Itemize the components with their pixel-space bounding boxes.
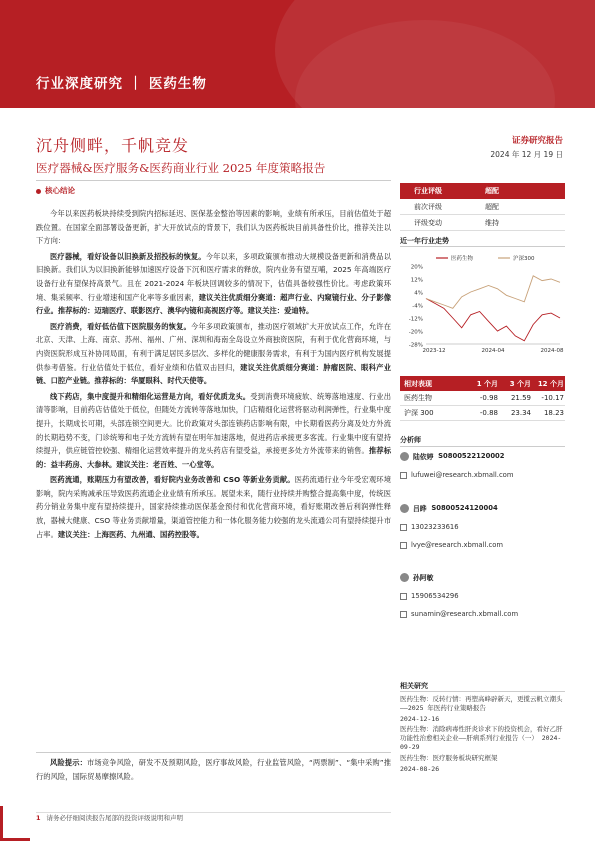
paragraph: [36, 390, 391, 472]
analyst-card: [400, 451, 565, 479]
y-tick-label: -12%: [408, 316, 423, 323]
paragraph-text: 今年以来，多项政策颁布推动大规模设备更新和消费品以旧换新。我们认为以旧换新能够加速医疗设备下沉和医疗需求的释放，院内业务有望互哺，2025 年高端医疗设备行业有望保持高景气。且在 2021-2024 年板块回调较多的情况下，估值具备较强性价比。考虑政策环境、集采频率、行业增速和国产化率等多重因素，: [36, 251, 392, 302]
analyst-phone: 15906534296: [411, 592, 459, 600]
rating-label: 前次评级: [414, 202, 442, 211]
rating-header-row: [400, 183, 565, 199]
returns-cell: 21.59: [510, 394, 531, 402]
phone-icon: [400, 593, 407, 600]
analyst-name-row: [400, 451, 565, 461]
legend-label: 沪深300: [513, 256, 535, 262]
analyst-cert: S0800522120002: [438, 452, 505, 460]
performance-chart-svg: [400, 252, 565, 357]
paragraph-text: 医药流通行业今年受宏观环境影响，院内采购减承压导致医药流通企业业绩有所承压。展望未来，随行业持续并购整合提高集中度，传统医药分销业务集中度有望持续提升，国家持续推动医保基金预付和优化营商环境，看好账期改善后利润弹性释放，器械大健康、CSO 等业务贡献增量，渠道管控能力和一体化服务能力较强的龙头流通公司有望持续提升市占率。: [36, 475, 391, 539]
analyst-card: [400, 572, 565, 618]
y-tick-label: 4%: [414, 290, 423, 297]
report-sub-title: 医疗器械&医疗服务&医药商业行业 2025 年度策略报告: [36, 161, 326, 175]
analyst-email-row: [400, 610, 565, 618]
rating-table: [400, 183, 565, 231]
analyst-email-row: [400, 541, 565, 549]
returns-cell: 医药生物: [404, 394, 432, 402]
email-icon: [400, 542, 407, 549]
risk-warning: [36, 756, 391, 783]
rating-label: 评级变动: [414, 218, 442, 227]
page-number: 1: [36, 814, 41, 822]
rating-header-value: 超配: [485, 187, 499, 195]
email-icon: [400, 611, 407, 618]
analyst-name: 吕晔: [413, 505, 427, 513]
report-main-title: 沉舟侧畔，千帆竞发: [36, 136, 190, 155]
paragraph-recommendation: 建议关注：上海医药、九州通、国药控股等。: [57, 529, 204, 539]
performance-chart: [400, 252, 565, 357]
divider: [36, 180, 391, 181]
paragraph: [36, 207, 391, 248]
analyst-phone-row: [400, 523, 565, 531]
y-tick-label: -4%: [412, 303, 423, 310]
corner-decoration: [0, 806, 30, 841]
phone-icon: [400, 524, 407, 531]
rating-row: [400, 215, 565, 231]
paragraph-lead: 医疗器械，看好设备以旧换新及招投标的恢复。: [50, 251, 206, 261]
paragraph: [36, 320, 391, 388]
related-research-list: [400, 695, 565, 775]
analyst-phone: 13023233616: [411, 523, 459, 531]
paragraph-recommendation: 建议关注优质细分赛道：超声行业、内窥镜行业、分子影像行业。推荐标的：迈瑞医疗、联影医疗、澳华内镜和高视医疗等。建议关注：爱迪特。: [36, 292, 392, 316]
header-banner: [0, 0, 595, 108]
rating-row: [400, 199, 565, 215]
analyst-cert: S0800524120004: [431, 504, 498, 512]
bullet-icon: [36, 189, 41, 194]
analyst-name: 孙阿敏: [413, 574, 434, 582]
returns-row: [400, 406, 565, 421]
related-item-date: 2024-12-16: [400, 714, 440, 723]
returns-header-row: [400, 376, 565, 391]
related-item-date: 2024-08-26: [400, 764, 440, 773]
analyst-email[interactable]: lvye@research.xbmall.com: [411, 541, 504, 549]
y-tick-label: 20%: [410, 264, 423, 271]
x-tick-label: 2024-04: [481, 348, 505, 354]
risk-label: 风险提示：: [50, 758, 87, 767]
performance-title: 近一年行业走势: [400, 237, 449, 245]
y-tick-label: -20%: [408, 329, 423, 336]
avatar-icon: [400, 504, 409, 513]
returns-header: 相对表现: [404, 379, 432, 388]
series-line: [426, 299, 560, 341]
returns-header: 3 个月: [509, 379, 531, 388]
paragraph-text: 今年多项政策颁布，推动医疗领域扩大开放试点工作，允许在北京、天津、上海、南京、苏州、福州、广州、深圳和海南全岛设立外商独资医院，有利于优化营商环境，与内资医院形成互补协同局面，有利于满足居民多层次、多样化的健康服务需求，有利于为国内医疗机构发展提供参考借鉴。行业估值处于低位，看好业绩和估值双击回归，: [36, 321, 392, 372]
x-tick-label: 2023-12: [422, 348, 446, 354]
body-text: [36, 207, 391, 543]
divider: [36, 752, 391, 753]
email-icon: [400, 472, 407, 479]
paragraph-text: 今年以来医药板块持续受到院内招标延迟、医保基金整治等因素的影响，业绩有所承压，目前估值处于超跌位置。在国家全面部署设备更新，扩大开放试点的背景下，我们认为医药板块目前具备性价比，推荐关注以下方向：: [36, 209, 391, 246]
analyst-name-row: [400, 503, 565, 513]
analyst-card: [400, 503, 565, 549]
paragraph-lead: 医药流通，账期压力有望改善，看好院内业务改善和 CSO 等新业务贡献。: [50, 475, 295, 485]
paragraph-lead: 医疗消费，看好低估值下医院服务的恢复。: [50, 321, 191, 331]
returns-cell: -0.98: [479, 394, 498, 402]
report-date: 2024 年 12 月 19 日: [490, 150, 563, 159]
returns-cell: 18.23: [543, 409, 564, 417]
divider: [400, 446, 565, 447]
relative-performance-table: [400, 376, 565, 421]
rating-value: 超配: [485, 202, 499, 211]
returns-cell: 沪深 300: [404, 409, 434, 417]
y-tick-label: -28%: [408, 342, 423, 349]
analyst-name: 陆依婷: [413, 453, 434, 461]
related-item[interactable]: 医药生物：医疗服务板块研究框架: [400, 753, 498, 762]
legend-label: 医药生物: [451, 256, 474, 262]
returns-cell: -0.88: [479, 409, 498, 417]
divider: [400, 691, 565, 692]
rating-value: 维持: [485, 218, 499, 227]
analyst-email[interactable]: lufuwei@research.xbmall.com: [411, 471, 514, 479]
disclaimer-text: 请务必仔细阅读报告尾部的投资评级说明和声明: [46, 814, 184, 822]
paragraph-text: 受到消费环境疲软、统筹落地速度、行业出清等影响，目前药店估值处于低位，但随处方流转等落地加快，门店精细化运营将驱动利润弹性，行业集中度提升，长期成长可期，头部连锁空间更大。比价政策对头部连锁药店影响有限，中长期看医药分离及处方外流的长期趋势不变，门诊统筹和电子处方流转有望在明年加速落地，促进药店承接更多客流。行业集中度有望持续提升，供应链管控较强、精细化运营效率提升的龙头药店有望受益，承接更多处方外流带来的销售。: [36, 391, 392, 456]
returns-cell: 23.34: [510, 409, 531, 417]
rating-header-label: 行业评级: [414, 187, 442, 195]
paragraph-lead: 线下药店，集中度提升和精细化运营是方向，看好优质龙头。: [50, 391, 251, 401]
paragraph-recommendation: 建议关注优质细分赛道：肿瘤医院、眼科产业链、口腔产业链。推荐标的：华厦眼科、时代天使等。: [36, 362, 392, 386]
returns-row: [400, 391, 565, 406]
core-conclusion-heading: [36, 185, 75, 196]
risk-text: 市场竞争风险，研发不及预期风险，医疗事故风险，行业监管风险，“两票制”、“集中采购”推行的风险，国际贸易摩擦风险。: [36, 758, 391, 781]
related-research-title: 相关研究: [400, 682, 428, 690]
analyst-phone-row: [400, 592, 565, 600]
divider: [400, 246, 565, 247]
paragraph: [36, 473, 391, 541]
returns-header: 1 个月: [476, 379, 498, 388]
analyst-title: 分析师: [400, 436, 421, 444]
banner-title: 行业深度研究 ｜ 医药生物: [36, 76, 207, 92]
related-item[interactable]: 医药生物：消除病毒性肝炎诊求下的投资机会，看好乙肝功能性治愈相关企业——肝病系列行业报告（一） 2024-09-29: [400, 725, 563, 751]
returns-cell: -10.17: [541, 394, 564, 402]
related-item[interactable]: 医药生物：反转行情：再塑高峰辟新天，更揽云帆立潮头——2025 年医药行业策略报告: [400, 695, 563, 712]
avatar-icon: [400, 573, 409, 582]
paragraph: [36, 250, 391, 318]
avatar-icon: [400, 452, 409, 461]
y-tick-label: 12%: [410, 277, 423, 284]
report-type: 证券研究报告: [511, 136, 563, 146]
analyst-email[interactable]: sunamin@research.xbmall.com: [411, 610, 519, 618]
series-line: [426, 276, 560, 309]
core-heading-text: 核心结论: [45, 186, 75, 195]
returns-header: 12 个月: [537, 379, 564, 388]
analyst-name-row: [400, 572, 565, 582]
x-tick-label: 2024-08: [540, 348, 564, 354]
paragraph-recommendation: 推荐标的：益丰药房、大参林。建议关注：老百姓、一心堂等。: [36, 446, 391, 469]
footer: [36, 813, 183, 822]
analyst-email-row: [400, 471, 565, 479]
